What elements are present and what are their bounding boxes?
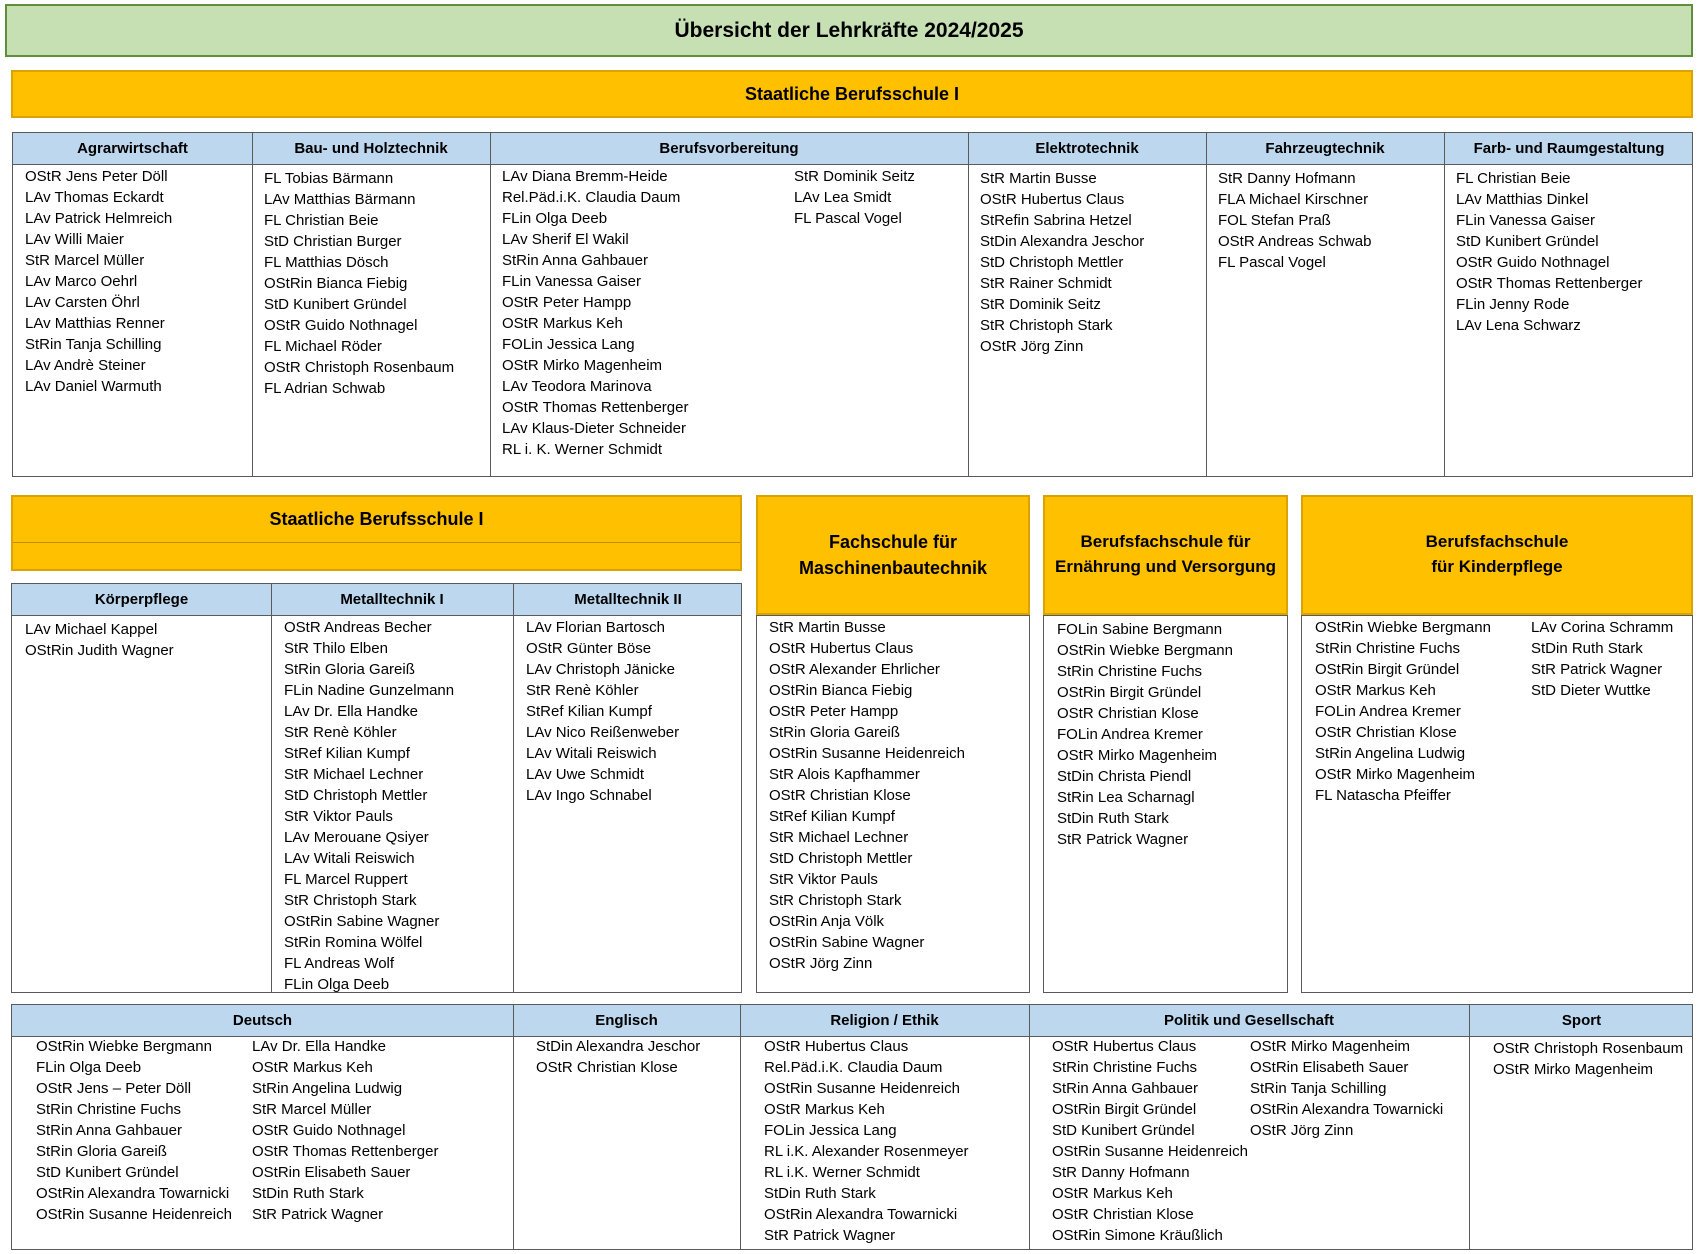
- teacher-name: StR Marcel Müller: [25, 252, 145, 269]
- teacher-name: OStR Christian Klose: [1057, 705, 1199, 722]
- top-department-table: [12, 132, 1693, 477]
- column-header-metalltechnik-2: Metalltechnik II: [574, 591, 682, 608]
- teacher-name: LAv Lea Smidt: [794, 189, 892, 206]
- teacher-name: LAv Teodora Marinova: [502, 378, 652, 395]
- teacher-name: StRin Christine Fuchs: [1052, 1059, 1198, 1076]
- column-header-sport: Sport: [1561, 1012, 1602, 1029]
- page-title-text: Übersicht der Lehrkräfte 2024/2025: [674, 18, 1024, 42]
- teacher-name: StD Christoph Mettler: [980, 254, 1124, 271]
- teacher-name: StDin Alexandra Jeschor: [980, 233, 1145, 250]
- teacher-name: StD Kunibert Gründel: [264, 296, 407, 313]
- teacher-name: OStRin Sabine Wagner: [284, 913, 440, 930]
- teacher-name: OStR Jens – Peter Döll: [36, 1080, 192, 1097]
- teacher-list-elektrotechnik: [980, 168, 1144, 357]
- teacher-name: OStR Andreas Schwab: [1218, 233, 1372, 250]
- column-header-metalltechnik-1: Metalltechnik I: [340, 591, 444, 608]
- teacher-name: OStR Christian Klose: [1315, 724, 1457, 741]
- teacher-name: FOLin Jessica Lang: [502, 336, 635, 353]
- teacher-name: StRin Tanja Schilling: [25, 336, 162, 353]
- bfs-kinderpflege-panel: [1301, 615, 1693, 993]
- teacher-name: OStR Mirko Magenheim: [1250, 1038, 1411, 1055]
- teacher-name: OStRin Susanne Heidenreich: [1052, 1143, 1248, 1160]
- teacher-name: StR Alois Kapfhammer: [769, 766, 920, 783]
- teacher-name: LAv Matthias Bärmann: [264, 191, 416, 208]
- teacher-name: StRin Tanja Schilling: [1250, 1080, 1387, 1097]
- teacher-name: FL Christian Beie: [264, 212, 379, 229]
- teacher-name: OStR Peter Hampp: [769, 703, 899, 720]
- mid-department-table: [11, 583, 742, 993]
- teacher-name: LAv Daniel Warmuth: [25, 378, 162, 395]
- teacher-name: StRin Anna Gahbauer: [1052, 1080, 1198, 1097]
- teacher-name: OStR Markus Keh: [1315, 682, 1436, 699]
- bottom-subject-table: [11, 1004, 1693, 1250]
- column-header-englisch: Englisch: [595, 1012, 658, 1029]
- teacher-name: FLin Vanessa Gaiser: [1456, 212, 1595, 229]
- teacher-name: FL Matthias Dösch: [264, 254, 389, 271]
- teacher-name: StD Kunibert Gründel: [1052, 1122, 1195, 1139]
- school-banner-mid: [11, 495, 742, 571]
- teacher-name: OStR Markus Keh: [764, 1101, 885, 1118]
- fachschule-header: [756, 495, 1030, 615]
- teacher-name: LAv Merouane Qsiyer: [284, 829, 429, 846]
- teacher-name: OStR Guido Nothnagel: [264, 317, 418, 334]
- teacher-list-bfs-ernaehrung: [1057, 619, 1233, 850]
- teacher-list-sport: [1493, 1038, 1683, 1080]
- teacher-name: LAv Witali Reiswich: [284, 850, 415, 867]
- teacher-list-politik-gesellschaft: [1052, 1036, 1248, 1246]
- teacher-list-politik-gesellschaft-2: [1250, 1036, 1443, 1141]
- column-header-bau-holztechnik: Bau- und Holztechnik: [294, 140, 448, 157]
- teacher-name: StRef Kilian Kumpf: [284, 745, 410, 762]
- teacher-name: StRin Angelina Ludwig: [252, 1080, 403, 1097]
- teacher-name: OStRin Elisabeth Sauer: [1250, 1059, 1409, 1076]
- teacher-name: OStR Mirko Magenheim: [1057, 747, 1218, 764]
- teacher-name: StR Renè Köhler: [526, 682, 639, 699]
- teacher-name: OStRin Birgit Gründel: [1052, 1101, 1197, 1118]
- teacher-name: OStRin Anja Völk: [769, 913, 885, 930]
- teacher-name: LAv Willi Maier: [25, 231, 124, 248]
- teacher-name: LAv Dr. Ella Handke: [252, 1038, 386, 1055]
- teacher-name: FLin Olga Deeb: [284, 976, 390, 993]
- teacher-name: StDin Ruth Stark: [252, 1185, 364, 1202]
- bfs-kinderpflege-title-line1: Berufsfachschule: [1425, 532, 1569, 552]
- teacher-name: OStR Hubertus Claus: [769, 640, 914, 657]
- teacher-name: StR Viktor Pauls: [769, 871, 878, 888]
- teacher-name: OStRin Alexandra Towarnicki: [36, 1185, 230, 1202]
- teacher-name: LAv Thomas Eckardt: [25, 189, 164, 206]
- teacher-name: OStR Christian Klose: [1052, 1206, 1194, 1223]
- teacher-name: LAv Diana Bremm-Heide: [502, 168, 668, 185]
- teacher-name: FL Marcel Ruppert: [284, 871, 408, 888]
- bfs-ernaehrung-title-line1: Berufsfachschule für: [1080, 532, 1251, 552]
- teacher-name: StR Patrick Wagner: [764, 1227, 896, 1244]
- teacher-name: StRef Kilian Kumpf: [526, 703, 652, 720]
- teacher-name: LAv Klaus-Dieter Schneider: [502, 420, 686, 437]
- teacher-name: OStR Jörg Zinn: [980, 338, 1084, 355]
- teacher-list-farb-raumgestaltung: [1456, 168, 1642, 336]
- fachschule-title-line1: Fachschule für: [828, 531, 958, 552]
- teacher-name: StRef Kilian Kumpf: [769, 808, 895, 825]
- teacher-name: OStR Thomas Rettenberger: [252, 1143, 439, 1160]
- teacher-list-englisch: [536, 1036, 700, 1078]
- teacher-name: RL i. K. Werner Schmidt: [502, 441, 663, 458]
- teacher-name: LAv Nico Reißenweber: [526, 724, 680, 741]
- teacher-name: LAv Sherif El Wakil: [502, 231, 629, 248]
- teacher-name: OStRin Sabine Wagner: [769, 934, 925, 951]
- teacher-name: StRin Christine Fuchs: [1315, 640, 1461, 657]
- bfs-kinderpflege-title-line2: für Kinderpflege: [1431, 557, 1563, 576]
- teacher-list-bfs-kinderpflege: [1315, 617, 1491, 806]
- teacher-name: StRin Christine Fuchs: [36, 1101, 182, 1118]
- teacher-name: OStRin Simone Kräußlich: [1052, 1227, 1223, 1244]
- teacher-name: StR Danny Hofmann: [1218, 170, 1356, 187]
- teacher-name: OStR Markus Keh: [252, 1059, 373, 1076]
- teacher-name: FL Natascha Pfeiffer: [1315, 787, 1451, 804]
- teacher-name: FOLin Sabine Bergmann: [1057, 621, 1223, 638]
- teacher-name: OStRin Birgit Gründel: [1057, 684, 1202, 701]
- teacher-name: StD Christian Burger: [264, 233, 402, 250]
- teacher-name: Rel.Päd.i.K. Claudia Daum: [764, 1059, 943, 1076]
- teacher-name: StRin Gloria Gareiß: [36, 1143, 167, 1160]
- teacher-name: FOLin Andrea Kremer: [1057, 726, 1203, 743]
- teacher-name: StR Michael Lechner: [769, 829, 909, 846]
- teacher-list-agrarwirtschaft: [25, 166, 172, 397]
- teacher-name: StD Dieter Wuttke: [1531, 682, 1651, 699]
- school-banner-top: [11, 70, 1693, 118]
- teacher-name: FLin Olga Deeb: [36, 1059, 142, 1076]
- teacher-name: LAv Christoph Jänicke: [526, 661, 675, 678]
- teacher-name: LAv Dr. Ella Handke: [284, 703, 418, 720]
- school-banner-top-text: Staatliche Berufsschule I: [744, 83, 960, 104]
- teacher-list-deutsch: [36, 1036, 232, 1225]
- teacher-name: RL i.K. Werner Schmidt: [764, 1164, 920, 1181]
- teacher-name: LAv Ingo Schnabel: [526, 787, 652, 804]
- teacher-name: OStR Guido Nothnagel: [252, 1122, 406, 1139]
- teacher-name: StRin Lea Scharnagl: [1057, 789, 1195, 806]
- teacher-list-deutsch-2: [252, 1036, 438, 1225]
- page-title: [5, 4, 1693, 57]
- teacher-name: OStRin Wiebke Bergmann: [1315, 619, 1491, 636]
- teacher-name: StR Rainer Schmidt: [980, 275, 1112, 292]
- teacher-name: OStR Thomas Rettenberger: [502, 399, 689, 416]
- teacher-name: StD Christoph Mettler: [284, 787, 428, 804]
- teacher-name: FOL Stefan Praß: [1218, 212, 1331, 229]
- teacher-list-bau-holztechnik: [264, 168, 454, 399]
- teacher-name: StR Dominik Seitz: [794, 168, 915, 185]
- teacher-name: OStR Alexander Ehrlicher: [769, 661, 940, 678]
- teacher-name: OStR Jörg Zinn: [769, 955, 873, 972]
- teacher-name: StR Marcel Müller: [252, 1101, 372, 1118]
- teacher-name: StRin Gloria Gareiß: [769, 724, 900, 741]
- teacher-name: FL Tobias Bärmann: [264, 170, 394, 187]
- column-header-farb-raumgestaltung: Farb- und Raumgestaltung: [1473, 140, 1665, 157]
- school-banner-mid-text: Staatliche Berufsschule I: [269, 509, 484, 530]
- teacher-name: LAv Florian Bartosch: [526, 619, 665, 636]
- teacher-name: StD Kunibert Gründel: [36, 1164, 179, 1181]
- teacher-name: StRin Angelina Ludwig: [1315, 745, 1466, 762]
- column-header-elektrotechnik: Elektrotechnik: [1035, 140, 1139, 157]
- teacher-name: FLin Jenny Rode: [1456, 296, 1570, 313]
- teacher-name: StDin Ruth Stark: [1057, 810, 1169, 827]
- teacher-name: FOLin Jessica Lang: [764, 1122, 897, 1139]
- column-header-agrarwirtschaft: Agrarwirtschaft: [77, 140, 188, 157]
- teacher-name: LAv Carsten Öhrl: [25, 294, 140, 311]
- teacher-name: StRin Anna Gahbauer: [36, 1122, 182, 1139]
- teacher-name: StDin Alexandra Jeschor: [536, 1038, 701, 1055]
- teacher-list-berufsvorbereitung-2: [794, 166, 915, 229]
- teacher-name: FL Adrian Schwab: [264, 380, 386, 397]
- teacher-name: LAv Corina Schramm: [1531, 619, 1674, 636]
- teacher-list-metalltechnik-1: [284, 617, 454, 995]
- teacher-name: StDin Ruth Stark: [764, 1185, 876, 1202]
- teacher-name: FLin Olga Deeb: [502, 210, 608, 227]
- teacher-name: OStR Hubertus Claus: [764, 1038, 909, 1055]
- teacher-name: OStR Guido Nothnagel: [1456, 254, 1610, 271]
- teacher-name: OStR Mirko Magenheim: [502, 357, 663, 374]
- teacher-name: StR Viktor Pauls: [284, 808, 393, 825]
- teacher-name: OStR Markus Keh: [1052, 1185, 1173, 1202]
- teacher-name: FLin Nadine Gunzelmann: [284, 682, 455, 699]
- teacher-name: OStR Hubertus Claus: [1052, 1038, 1197, 1055]
- teacher-name: LAv Matthias Renner: [25, 315, 165, 332]
- teacher-name: StR Christoph Stark: [284, 892, 417, 909]
- teacher-list-religion-ethik: [764, 1036, 969, 1246]
- teacher-name: OStRin Wiebke Bergmann: [36, 1038, 212, 1055]
- teacher-list-bfs-kinderpflege-2: [1531, 617, 1673, 701]
- teacher-name: Rel.Päd.i.K. Claudia Daum: [502, 189, 681, 206]
- teacher-name: StR Thilo Elben: [284, 640, 388, 657]
- column-header-religion-ethik: Religion / Ethik: [830, 1012, 939, 1029]
- fachschule-panel: [756, 615, 1030, 993]
- teacher-name: StR Christoph Stark: [980, 317, 1113, 334]
- teacher-list-fahrzeugtechnik: [1218, 168, 1371, 273]
- teacher-name: StRin Romina Wölfel: [284, 934, 423, 951]
- teacher-name: StRin Anna Gahbauer: [502, 252, 648, 269]
- teacher-name: OStR Christoph Rosenbaum: [264, 359, 455, 376]
- teacher-name: OStRin Susanne Heidenreich: [769, 745, 965, 762]
- teacher-name: OStR Mirko Magenheim: [1493, 1061, 1654, 1078]
- teacher-name: StD Kunibert Gründel: [1456, 233, 1599, 250]
- teacher-name: FL Pascal Vogel: [794, 210, 902, 227]
- teacher-name: StR Patrick Wagner: [1057, 831, 1189, 848]
- teacher-name: OStRin Bianca Fiebig: [769, 682, 913, 699]
- column-header-fahrzeugtechnik: Fahrzeugtechnik: [1265, 140, 1385, 157]
- teacher-name: StR Dominik Seitz: [980, 296, 1101, 313]
- teacher-name: StRefin Sabrina Hetzel: [980, 212, 1132, 229]
- teacher-name: OStRin Birgit Gründel: [1315, 661, 1460, 678]
- teacher-name: StR Martin Busse: [769, 619, 886, 636]
- fachschule-title-line2: Maschinenbautechnik: [798, 558, 988, 578]
- teacher-name: StR Patrick Wagner: [252, 1206, 384, 1223]
- teacher-name: StR Martin Busse: [980, 170, 1097, 187]
- bfs-ernaehrung-header: [1043, 495, 1288, 615]
- teacher-name: FL Pascal Vogel: [1218, 254, 1326, 271]
- teacher-name: FLin Vanessa Gaiser: [502, 273, 641, 290]
- teacher-name: OStRin Judith Wagner: [25, 642, 174, 659]
- column-header-koerperpflege: Körperpflege: [94, 591, 189, 608]
- teacher-name: StDin Christa Piendl: [1057, 768, 1192, 785]
- bfs-ernaehrung-title-line2: Ernährung und Versorgung: [1054, 557, 1276, 576]
- teacher-name: OStR Christoph Rosenbaum: [1493, 1040, 1684, 1057]
- teacher-name: OStRin Susanne Heidenreich: [764, 1080, 960, 1097]
- teacher-name: LAv Uwe Schmidt: [526, 766, 645, 783]
- teacher-name: FLA Michael Kirschner: [1218, 191, 1369, 208]
- column-header-berufsvorbereitung: Berufsvorbereitung: [659, 140, 799, 157]
- bfs-kinderpflege-header: [1301, 495, 1693, 615]
- teacher-name: OStR Hubertus Claus: [980, 191, 1125, 208]
- teacher-name: FL Andreas Wolf: [284, 955, 395, 972]
- teacher-name: LAv Witali Reiswich: [526, 745, 657, 762]
- column-header-politik-gesellschaft: Politik und Gesellschaft: [1163, 1012, 1335, 1029]
- teacher-name: StR Renè Köhler: [284, 724, 397, 741]
- teacher-name: OStR Markus Keh: [502, 315, 623, 332]
- teacher-name: StRin Christine Fuchs: [1057, 663, 1203, 680]
- teacher-name: RL i.K. Alexander Rosenmeyer: [764, 1143, 969, 1160]
- teacher-name: FL Michael Röder: [264, 338, 382, 355]
- teacher-name: StD Christoph Mettler: [769, 850, 913, 867]
- teacher-name: OStRin Bianca Fiebig: [264, 275, 408, 292]
- column-header-deutsch: Deutsch: [232, 1012, 293, 1029]
- teacher-name: OStR Peter Hampp: [502, 294, 632, 311]
- teacher-name: LAv Andrè Steiner: [25, 357, 146, 374]
- teacher-name: LAv Marco Oehrl: [25, 273, 138, 290]
- teacher-name: StR Christoph Stark: [769, 892, 902, 909]
- teacher-list-fachschule: [769, 617, 965, 974]
- teacher-name: OStR Christian Klose: [536, 1059, 678, 1076]
- teacher-name: StR Patrick Wagner: [1531, 661, 1663, 678]
- teacher-name: LAv Michael Kappel: [25, 621, 158, 638]
- bfs-ernaehrung-panel: [1043, 615, 1288, 993]
- teacher-name: FL Christian Beie: [1456, 170, 1571, 187]
- teacher-name: OStRin Susanne Heidenreich: [36, 1206, 232, 1223]
- teacher-name: LAv Patrick Helmreich: [25, 210, 173, 227]
- teacher-name: OStR Andreas Becher: [284, 619, 432, 636]
- teacher-name: OStR Jörg Zinn: [1250, 1122, 1354, 1139]
- teacher-name: FOLin Andrea Kremer: [1315, 703, 1461, 720]
- teacher-name: OStR Jens Peter Döll: [25, 168, 168, 185]
- teacher-name: LAv Lena Schwarz: [1456, 317, 1581, 334]
- teacher-name: OStRin Wiebke Bergmann: [1057, 642, 1233, 659]
- teacher-list-berufsvorbereitung: [502, 166, 688, 460]
- teacher-name: StDin Ruth Stark: [1531, 640, 1643, 657]
- teacher-name: OStR Christian Klose: [769, 787, 911, 804]
- teacher-list-koerperpflege: [25, 619, 174, 661]
- teacher-name: LAv Matthias Dinkel: [1456, 191, 1589, 208]
- teacher-name: StR Michael Lechner: [284, 766, 424, 783]
- teacher-name: OStRin Alexandra Towarnicki: [764, 1206, 958, 1223]
- teacher-name: OStR Thomas Rettenberger: [1456, 275, 1643, 292]
- teacher-name: StR Danny Hofmann: [1052, 1164, 1190, 1181]
- teacher-name: OStR Mirko Magenheim: [1315, 766, 1476, 783]
- teacher-name: OStRin Alexandra Towarnicki: [1250, 1101, 1444, 1118]
- teacher-name: OStR Günter Böse: [526, 640, 652, 657]
- teacher-name: OStRin Elisabeth Sauer: [252, 1164, 411, 1181]
- teacher-name: StRin Gloria Gareiß: [284, 661, 415, 678]
- teacher-list-metalltechnik-2: [526, 617, 679, 806]
